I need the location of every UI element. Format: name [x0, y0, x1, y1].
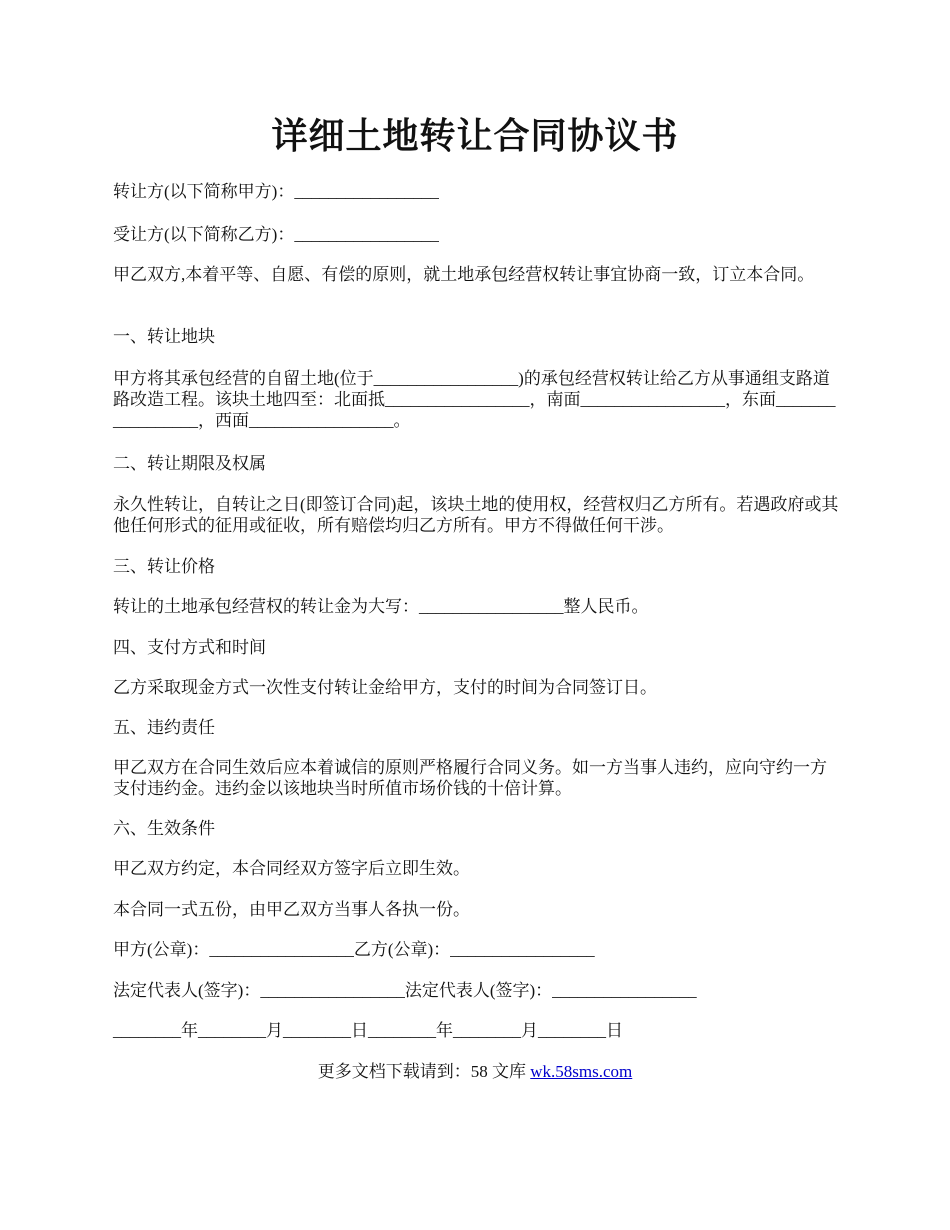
- section-heading-3: 三、转让价格: [113, 557, 215, 576]
- date-line: ________年________月________日________年________月________日: [113, 1021, 623, 1040]
- footer: [0, 1060, 950, 1084]
- section-body-3: 转让的土地承包经营权的转让金为大写：_________________整人民币。: [113, 597, 649, 616]
- section-body-6: 甲乙双方约定，本合同经双方签字后立即生效。: [113, 859, 470, 878]
- preamble-paragraph: 甲乙双方,本着平等、自愿、有偿的原则，就土地承包经营权转让事宜协商一致，订立本合同。: [113, 265, 815, 284]
- copies-clause: 本合同一式五份，由甲乙双方当事人各执一份。: [113, 900, 470, 919]
- section-heading-1: 一、转让地块: [113, 327, 215, 346]
- section-body-4: 乙方采取现金方式一次性支付转让金给甲方，支付的时间为合同签订日。: [113, 678, 657, 697]
- section-body-2: 永久性转让，自转让之日(即签订合同)起，该块土地的使用权，经营权归乙方所有。若遇政府或其他任何形式的征用或征收，所有赔偿均归乙方所有。甲方不得做任何干涉。: [113, 495, 839, 535]
- section-heading-4: 四、支付方式和时间: [113, 638, 266, 657]
- signature-line: 法定代表人(签字)：_________________法定代表人(签字)：_________________: [113, 981, 697, 1000]
- footer-link[interactable]: wk.58sms.com: [530, 1062, 633, 1081]
- transferor-line: 转让方(以下简称甲方)：_________________: [113, 182, 439, 201]
- section-heading-5: 五、违约责任: [113, 718, 215, 737]
- transferee-line: 受让方(以下简称乙方)：_________________: [113, 225, 439, 244]
- section-body-1: 甲方将其承包经营的自留土地(位于_________________)的承包经营权转让给乙方从事通组支路道路改造工程。该块土地四至：北面抵_________________，南面_________________，东面_________________，西面_________________。: [113, 369, 836, 430]
- section-body-5: 甲乙双方在合同生效后应本着诚信的原则严格履行合同义务。如一方当事人违约，应向守约一方支付违约金。违约金以该地块当时所值市场价钱的十倍计算。: [113, 758, 827, 798]
- footer-prefix: 更多文档下载请到：58 文库: [317, 1062, 531, 1081]
- document-title: 详细土地转让合同协议书: [271, 116, 679, 156]
- section-heading-6: 六、生效条件: [113, 819, 215, 838]
- section-heading-2: 二、转让期限及权属: [113, 454, 266, 473]
- seal-line: 甲方(公章)：_________________乙方(公章)：_________________: [113, 940, 595, 959]
